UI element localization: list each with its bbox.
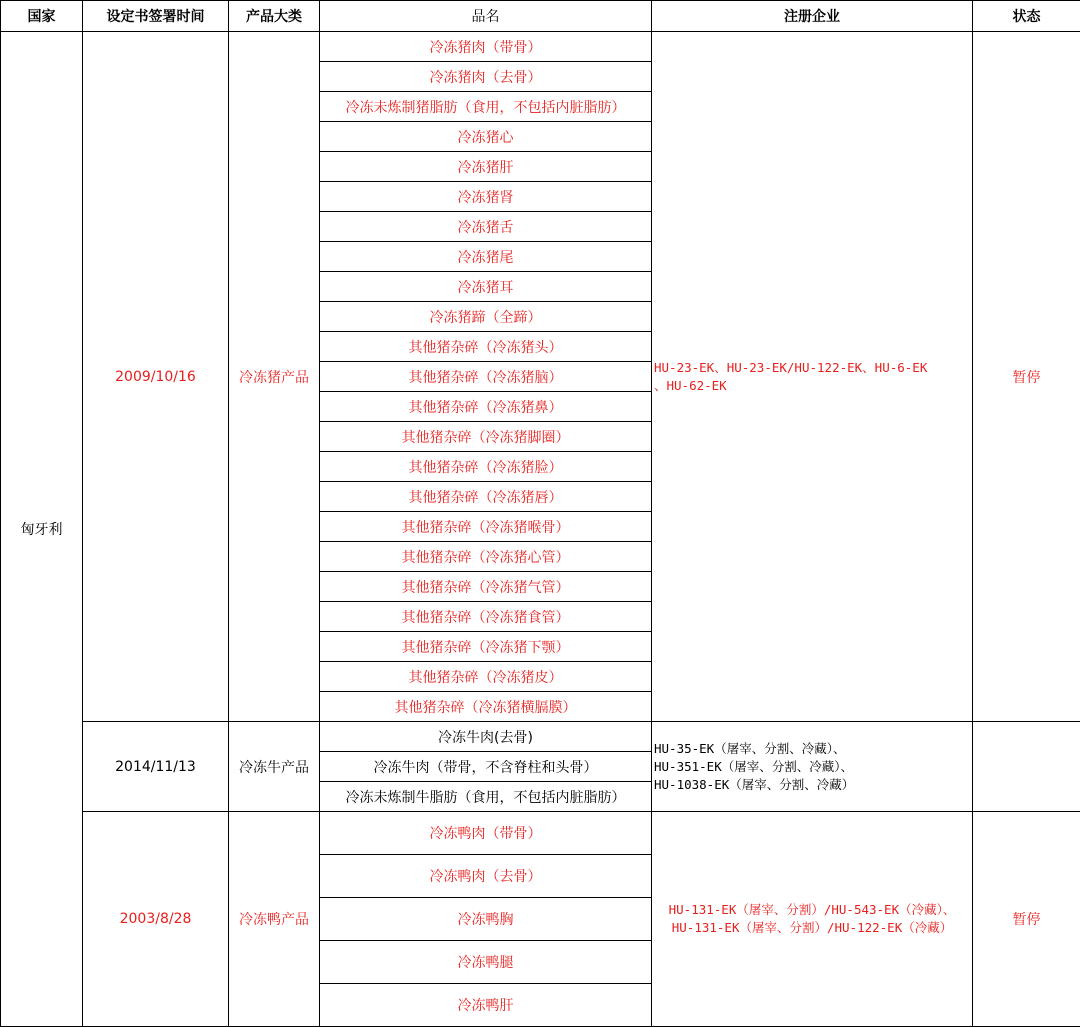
product-name-cell: 冷冻未炼制猪脂肪（食用，不包括内脏脂肪） [320, 92, 652, 122]
product-name-cell: 其他猪杂碎（冷冻猪气管） [320, 572, 652, 602]
enterprise-line: HU-131-EK（屠宰、分割）/HU-122-EK（冷藏） [654, 919, 970, 937]
category-cell: 冷冻猪产品 [229, 32, 320, 722]
enterprise-line: HU-23-EK、HU-23-EK/HU-122-EK、HU-6-EK [654, 359, 970, 377]
country-cell: 匈牙利 [1, 32, 83, 1027]
product-name-cell: 冷冻猪尾 [320, 242, 652, 272]
product-name-cell: 其他猪杂碎（冷冻猪皮） [320, 662, 652, 692]
category-cell: 冷冻牛产品 [229, 722, 320, 812]
product-name-cell: 冷冻鸭胸 [320, 898, 652, 941]
enterprise-cell [652, 812, 973, 1027]
category-cell: 冷冻鸭产品 [229, 812, 320, 1027]
product-name-cell: 冷冻鸭腿 [320, 941, 652, 984]
enterprise-cell [652, 722, 973, 812]
table-row [1, 32, 1080, 62]
product-name-cell: 冷冻牛肉(去骨) [320, 722, 652, 752]
product-name-cell: 冷冻猪舌 [320, 212, 652, 242]
product-name-cell: 其他猪杂碎（冷冻猪脚圈） [320, 422, 652, 452]
product-name-cell: 其他猪杂碎（冷冻猪脸） [320, 452, 652, 482]
status-cell: 暂停 [973, 812, 1080, 1027]
product-name-cell: 其他猪杂碎（冷冻猪脑） [320, 362, 652, 392]
header-sign-date: 设定书签署时间 [83, 1, 229, 32]
header-category: 产品大类 [229, 1, 320, 32]
table-row [1, 812, 1080, 855]
product-name-cell: 冷冻牛肉（带骨，不含脊柱和头骨） [320, 752, 652, 782]
product-name-cell: 其他猪杂碎（冷冻猪唇） [320, 482, 652, 512]
product-name-cell: 冷冻鸭肝 [320, 984, 652, 1027]
product-name-cell: 冷冻猪肝 [320, 152, 652, 182]
status-cell [973, 722, 1080, 812]
header-country: 国家 [1, 1, 83, 32]
enterprise-line: HU-1038-EK（屠宰、分割、冷藏） [654, 776, 970, 794]
product-name-cell: 冷冻鸭肉（去骨） [320, 855, 652, 898]
enterprise-line: HU-131-EK（屠宰、分割）/HU-543-EK（冷藏）、 [654, 901, 970, 919]
product-name-cell: 其他猪杂碎（冷冻猪心管） [320, 542, 652, 572]
product-name-cell: 冷冻猪蹄（全蹄） [320, 302, 652, 332]
sign-date-cell: 2009/10/16 [83, 32, 229, 722]
enterprise-line: HU-351-EK（屠宰、分割、冷藏）、 [654, 758, 970, 776]
product-name-cell: 其他猪杂碎（冷冻猪头） [320, 332, 652, 362]
enterprise-line: 、HU-62-EK [654, 377, 970, 395]
header-enterprise: 注册企业 [652, 1, 973, 32]
enterprise-line: HU-35-EK（屠宰、分割、冷藏）、 [654, 740, 970, 758]
header-product-name: 品名 [320, 1, 652, 32]
product-name-cell: 冷冻猪耳 [320, 272, 652, 302]
header-status: 状态 [973, 1, 1080, 32]
product-name-cell: 其他猪杂碎（冷冻猪鼻） [320, 392, 652, 422]
product-name-cell: 冷冻猪肉（去骨） [320, 62, 652, 92]
product-name-cell: 冷冻猪肉（带骨） [320, 32, 652, 62]
sign-date-cell: 2014/11/13 [83, 722, 229, 812]
product-name-cell: 冷冻猪心 [320, 122, 652, 152]
product-name-cell: 其他猪杂碎（冷冻猪喉骨） [320, 512, 652, 542]
product-name-cell: 冷冻猪肾 [320, 182, 652, 212]
product-name-cell: 其他猪杂碎（冷冻猪横膈膜） [320, 692, 652, 722]
status-cell: 暂停 [973, 32, 1080, 722]
product-name-cell: 其他猪杂碎（冷冻猪下颚） [320, 632, 652, 662]
sign-date-cell: 2003/8/28 [83, 812, 229, 1027]
product-name-cell: 冷冻未炼制牛脂肪（食用，不包括内脏脂肪） [320, 782, 652, 812]
product-name-cell: 其他猪杂碎（冷冻猪食管） [320, 602, 652, 632]
table-row [1, 722, 1080, 752]
product-name-cell: 冷冻鸭肉（带骨） [320, 812, 652, 855]
header-row [1, 1, 1080, 32]
enterprise-cell [652, 32, 973, 722]
